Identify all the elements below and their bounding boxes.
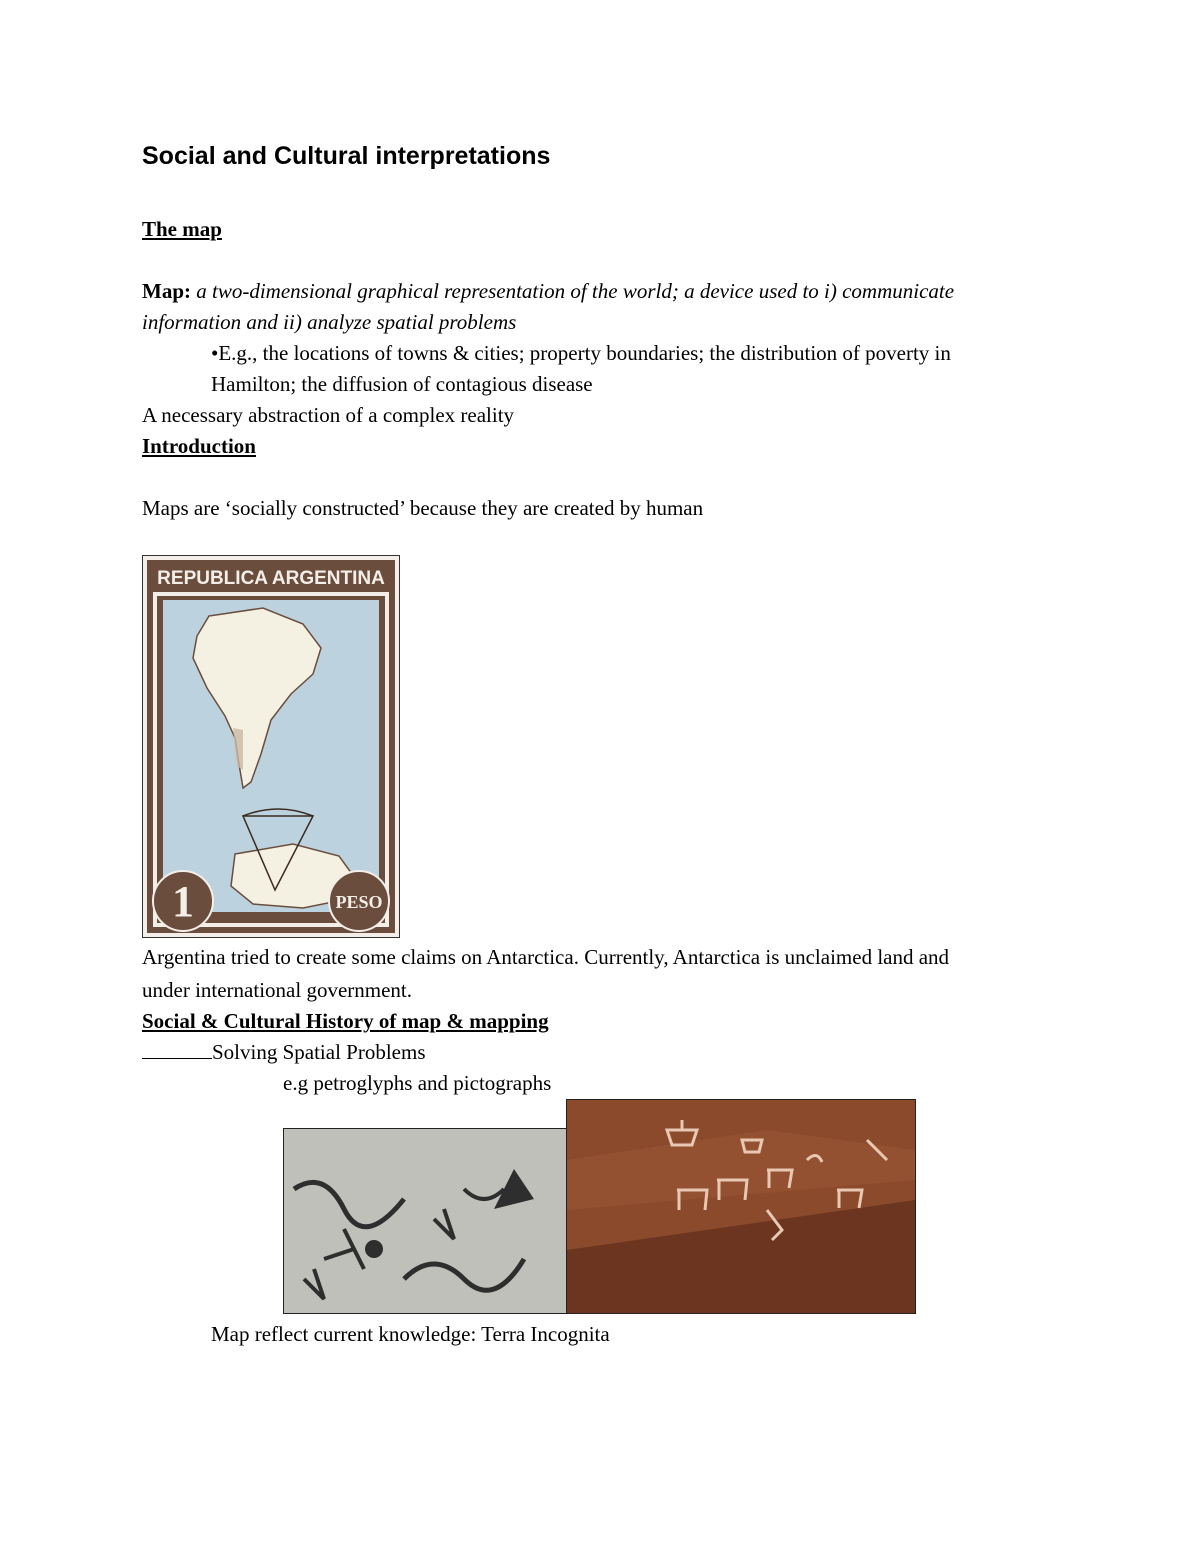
definition-term: Map: — [142, 279, 191, 303]
stamp-unit: PESO — [335, 892, 383, 912]
petroglyph-red-image — [566, 1099, 916, 1314]
stamp-top-text: REPUBLICA ARGENTINA — [157, 568, 385, 589]
petroglyph-caption: e.g petroglyphs and pictographs — [283, 1071, 552, 1095]
argentina-line-2: under international government. — [142, 978, 412, 1002]
page-title: Social and Cultural interpretations — [142, 142, 551, 170]
argentina-stamp-image — [142, 555, 400, 938]
petroglyph-gray-image — [283, 1128, 567, 1314]
definition-text-continued: information and ii) analyze spatial problems — [142, 310, 517, 334]
red-rock-illustration — [567, 1100, 915, 1313]
solving-problems-line — [142, 1037, 426, 1068]
example-line-1: •E.g., the locations of towns & cities; property boundaries; the distribution of poverty in — [211, 341, 951, 365]
solving-label: Solving Spatial Problems — [212, 1040, 426, 1064]
terra-incognita-line: Map reflect current knowledge: Terra Incognita — [211, 1322, 610, 1346]
map-definition — [142, 276, 954, 307]
abstraction-line: A necessary abstraction of a complex reality — [142, 403, 515, 427]
stamp-denomination: 1 — [172, 877, 194, 926]
heading-the-map: The map — [142, 217, 222, 241]
intro-text: Maps are ‘socially constructed’ because they are created by human — [142, 496, 704, 520]
example-line-2: Hamilton; the diffusion of contagious disease — [211, 372, 593, 396]
blank-underline — [142, 1038, 212, 1059]
definition-text: a two-dimensional graphical representation of the world; a device used to i) communicate — [196, 279, 955, 303]
heading-history: Social & Cultural History of map & mapping — [142, 1009, 549, 1033]
gray-rock-illustration — [284, 1129, 566, 1313]
stamp-illustration — [143, 556, 399, 937]
heading-introduction: Introduction — [142, 434, 256, 458]
argentina-line-1: Argentina tried to create some claims on Antarctica. Currently, Antarctica is unclaimed land and — [142, 945, 950, 969]
